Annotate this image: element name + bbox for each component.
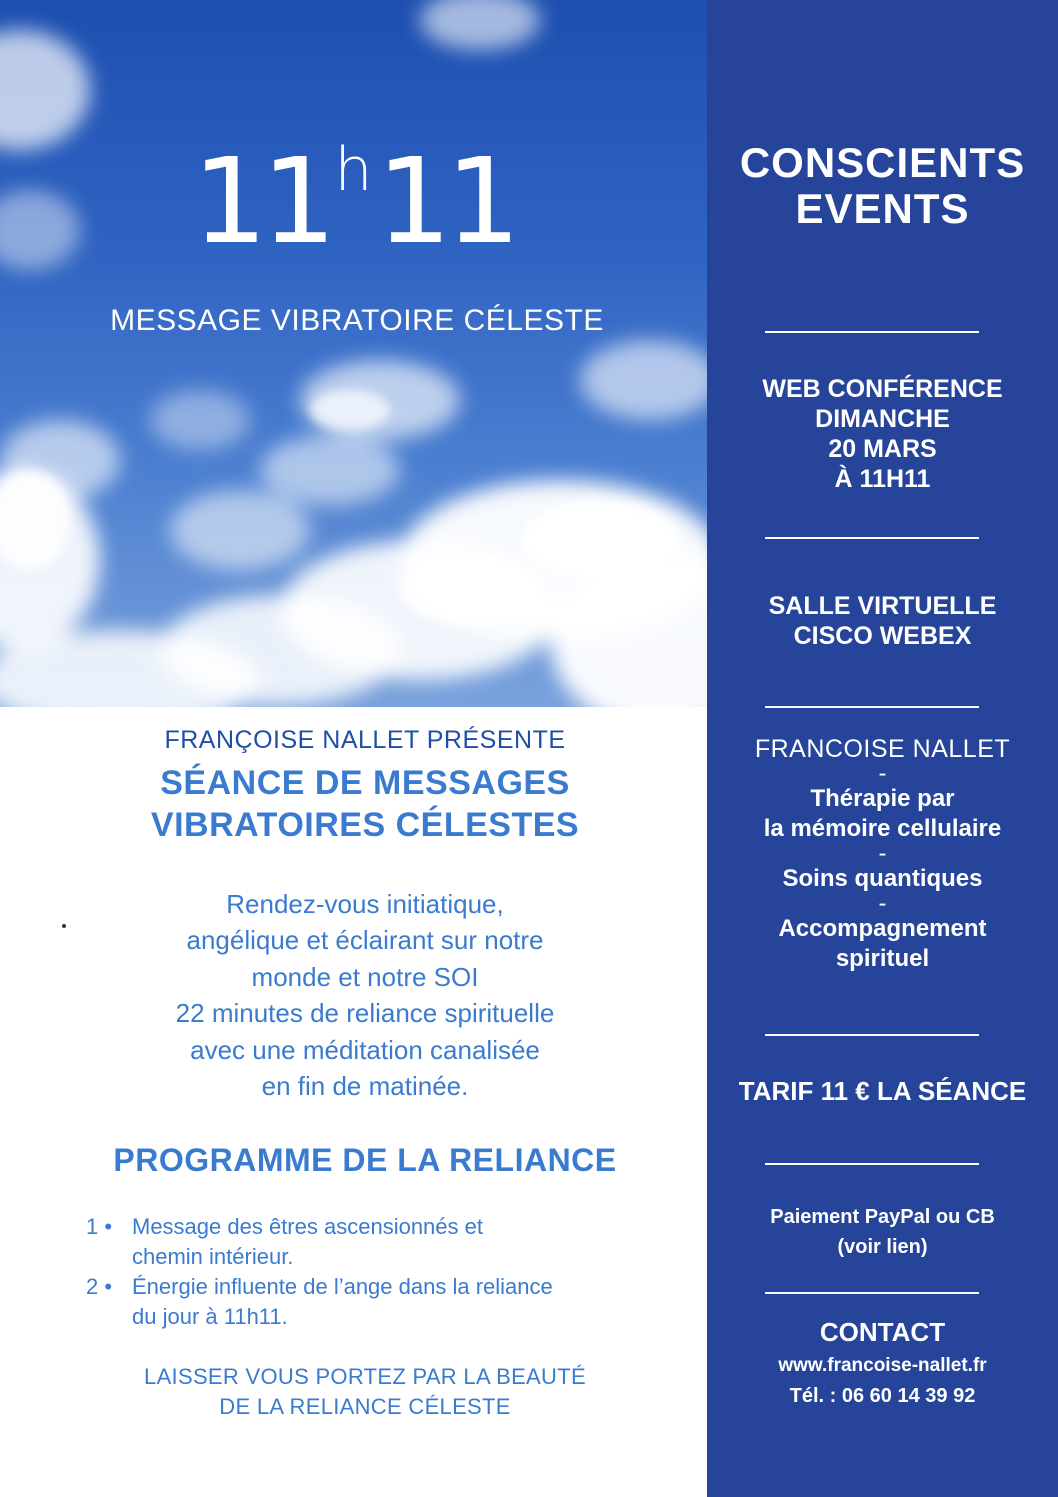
- event-line: DIMANCHE: [815, 405, 950, 433]
- brand-title: [707, 140, 1058, 232]
- service-line: spirituel: [835, 945, 930, 972]
- event-line: 20 MARS: [828, 435, 937, 463]
- divider: [765, 1034, 979, 1036]
- description-line: Rendez-vous initiatique,: [226, 889, 504, 919]
- venue-line: CISCO WEBEX: [793, 622, 972, 650]
- payment-line: Paiement PayPal ou CB: [770, 1206, 995, 1228]
- presenter-services: [707, 734, 1058, 974]
- divider: [765, 537, 979, 539]
- description-line: angélique et éclairant sur notre: [186, 925, 544, 956]
- program-item-line: chemin intérieur.: [132, 1244, 294, 1269]
- event-line: À 11H11: [834, 465, 931, 493]
- service-line: Thérapie par: [810, 785, 955, 812]
- separator-dash: -: [878, 890, 887, 917]
- time-separator: h: [334, 135, 373, 205]
- service-line: la mémoire cellulaire: [763, 815, 1002, 842]
- event-details: [707, 374, 1058, 494]
- description-line: avec une méditation canalisée: [190, 1034, 540, 1065]
- program-item-line: Énergie influente de l’ange dans la reliance: [132, 1274, 553, 1299]
- description-line: en fin de matinée.: [261, 1071, 469, 1102]
- hero-subtitle: MESSAGE VIBRATOIRE CÉLESTE: [110, 304, 604, 337]
- closing-line: DE LA RELIANCE CÉLESTE: [219, 1394, 511, 1419]
- presenter-name: FRANCOISE NALLET: [754, 735, 1011, 763]
- payment-line: (voir lien): [837, 1236, 928, 1258]
- service-line: Accompagnement: [778, 915, 987, 942]
- service-line: Soins quantiques: [782, 865, 983, 892]
- presenter-intro: FRANÇOISE NALLET PRÉSENTE: [164, 726, 566, 754]
- time-minutes: 11: [376, 132, 515, 270]
- description-line: 22 minutes de reliance spirituelle: [175, 998, 555, 1029]
- title-line: VIBRATOIRES CÉLESTES: [150, 806, 580, 844]
- payment-info: [707, 1202, 1058, 1262]
- program-item-line: du jour à 11h11.: [132, 1304, 288, 1329]
- description-line: monde et notre SOI: [251, 961, 479, 992]
- contact-title: CONTACT: [819, 1317, 946, 1347]
- sky-hero-image: [0, 0, 707, 707]
- program-list: [86, 1212, 686, 1332]
- divider: [765, 331, 979, 333]
- program-title: PROGRAMME DE LA RELIANCE: [113, 1142, 617, 1178]
- session-title: [0, 762, 730, 846]
- closing-message: [0, 1362, 730, 1422]
- program-item-number: 2 •: [86, 1274, 113, 1299]
- separator-dash: -: [878, 840, 887, 867]
- program-item-text: [132, 1272, 553, 1332]
- program-item-text: [132, 1212, 483, 1272]
- program-item: [86, 1212, 686, 1272]
- closing-line: LAISSER VOUS PORTEZ PAR LA BEAUTÉ: [144, 1364, 586, 1389]
- phone-number[interactable]: Tél. : 06 60 14 39 92: [789, 1385, 976, 1407]
- venue: [707, 591, 1058, 651]
- clouds-illustration: [0, 0, 707, 707]
- brand-line: CONSCIENTS: [739, 139, 1026, 186]
- program-item-number: 1 •: [86, 1214, 113, 1239]
- divider: [765, 706, 979, 708]
- session-description: [0, 886, 730, 1104]
- info-sidebar: [707, 0, 1058, 1497]
- event-line: WEB CONFÉRENCE: [762, 375, 1003, 403]
- divider: [765, 1163, 979, 1165]
- separator-dash: -: [878, 760, 887, 787]
- price: TARIF 11 € LA SÉANCE: [738, 1076, 1027, 1106]
- program-item: [86, 1272, 686, 1332]
- program-item-line: Message des êtres ascensionnés et: [132, 1214, 483, 1239]
- brand-line: EVENTS: [795, 185, 970, 232]
- venue-line: SALLE VIRTUELLE: [768, 592, 997, 620]
- time-headline: [0, 132, 707, 270]
- time-hours: 11: [192, 132, 331, 270]
- website-link[interactable]: www.francoise-nallet.fr: [778, 1355, 987, 1376]
- title-line: SÉANCE DE MESSAGES: [160, 764, 570, 802]
- divider: [765, 1292, 979, 1294]
